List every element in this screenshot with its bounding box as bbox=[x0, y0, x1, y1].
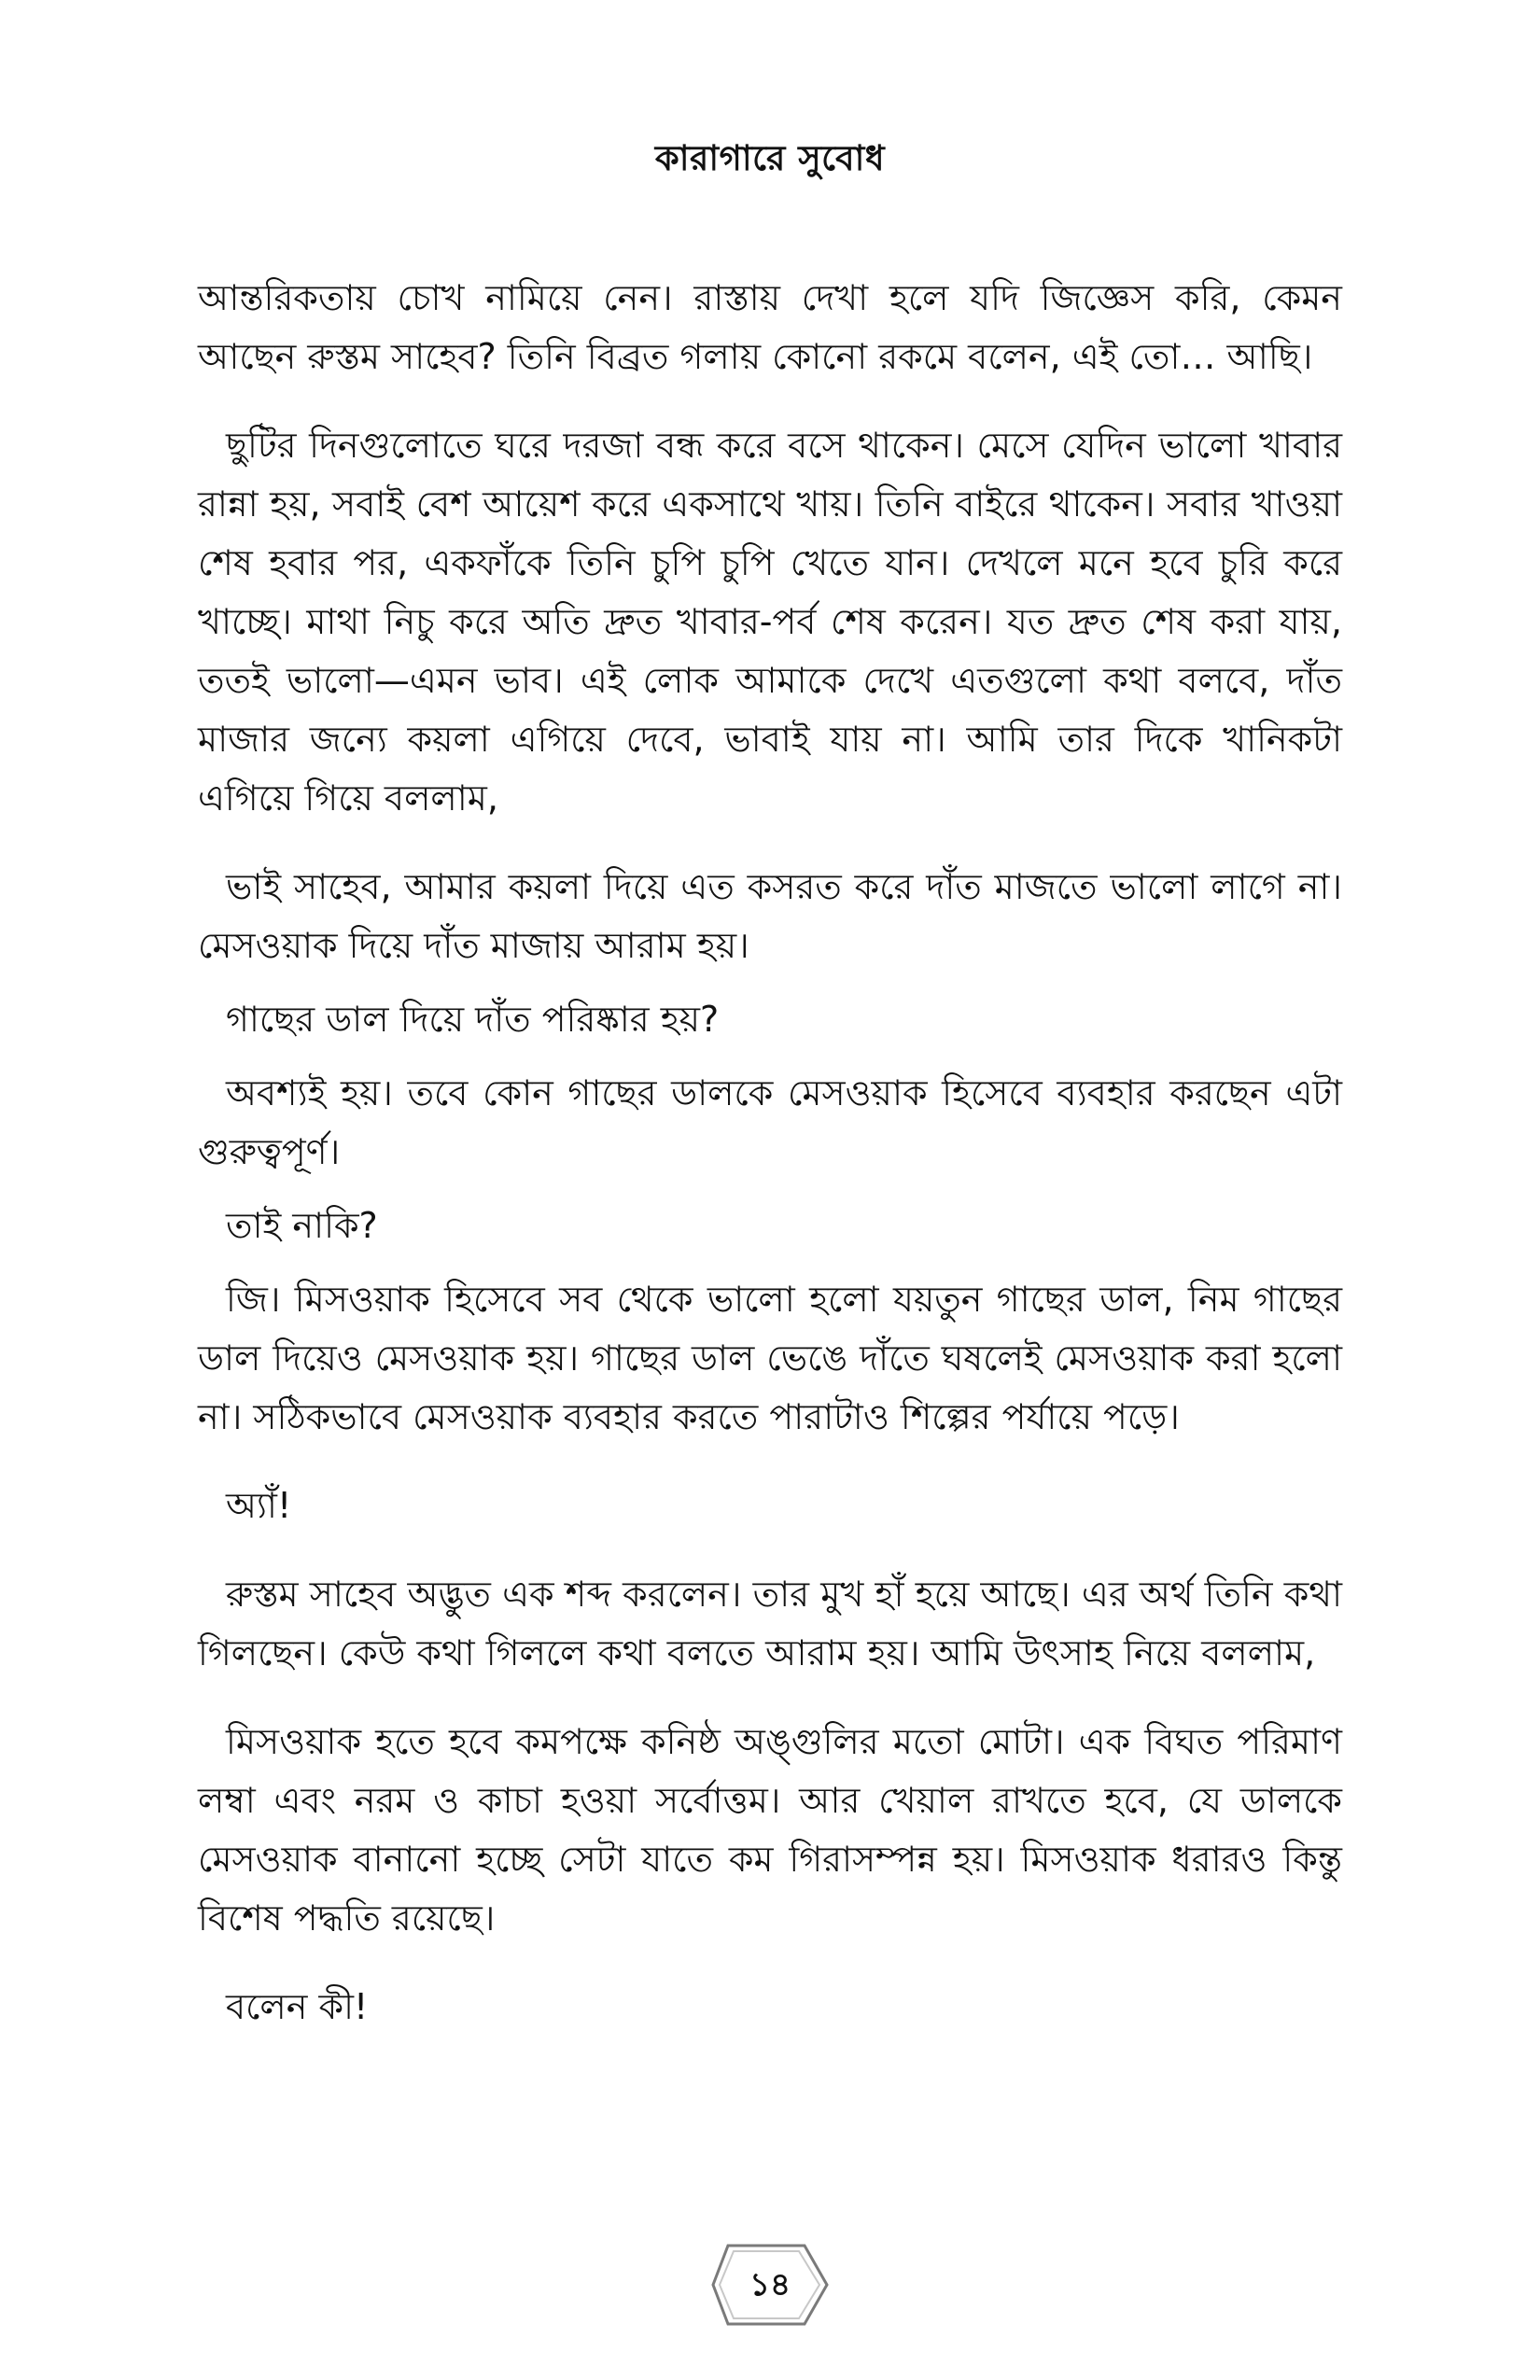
paragraph-9: রুস্তম সাহেব অদ্ভুত এক শব্দ করলেন। তার মুখ হাঁ হয়ে আছে। এর অর্থ তিনি কথা গিলছেন। কেউ কথা গিললে কথা বলতে আরাম হয়। আমি উৎসাহ নিয়ে বললাম, bbox=[198, 1574, 1342, 1673]
paragraph-4: গাছের ডাল দিয়ে দাঁত পরিষ্কার হয়? bbox=[226, 999, 720, 1040]
body-text bbox=[198, 269, 1342, 2037]
page-number: ১৪ bbox=[749, 2266, 791, 2303]
paragraph-3: ভাই সাহেব, আমার কয়লা দিয়ে এত কসরত করে দাঁত মাজতে ভালো লাগে না। মেসওয়াক দিয়ে দাঁত মাজায় আরাম হয়। bbox=[198, 866, 1342, 966]
paragraph-5: অবশ্যই হয়। তবে কোন গাছের ডালকে মেসওয়াক হিসেবে ব্যবহার করছেন এটা গুরুত্বপূর্ণ। bbox=[198, 1072, 1342, 1172]
paragraph-11: বলেন কী! bbox=[226, 1986, 369, 2027]
paragraph-2: ছুটির দিনগুলোতে ঘরে দরজা বন্ধ করে বসে থাকেন। মেসে যেদিন ভালো খাবার রান্না হয়, সবাই বেশ আয়েশ করে একসাথে খায়। তিনি বাইরে থাকেন। সবার খাওয়া শেষ হবার পর, একফাঁকে তিনি চুপি চুপি খেতে যান। দেখলে মনে হবে চুরি করে খাচ্ছে। মাথা নিচু করে অতি দ্রুত খাবার-পর্ব শেষ করেন। যত দ্রুত শেষ করা যায়, ততই ভালো—এমন ভাব। এই লোক আমাকে দেখে এতগুলো কথা বলবে, দাঁত মাজার জন্যে কয়লা এগিয়ে দেবে, ভাবাই যায় না। আমি তার দিকে খানিকটা এগিয়ে গিয়ে বললাম, bbox=[198, 425, 1342, 819]
paragraph-10: মিসওয়াক হতে হবে কমপক্ষে কনিষ্ঠ অঙ্গুলির মতো মোটা। এক বিঘত পরিমাণ লম্বা এবং নরম ও কাচা হওয়া সর্বোত্তম। আর খেয়াল রাখতে হবে, যে ডালকে মেসওয়াক বানানো হচ্ছে সেটা যাতে কম গিরাসম্পন্ন হয়। মিসওয়াক ধরারও কিন্তু বিশেষ পদ্ধতি রয়েছে। bbox=[198, 1721, 1342, 1939]
paragraph-6: তাই নাকি? bbox=[226, 1205, 378, 1246]
paragraph-8: অ্যাঁ! bbox=[226, 1485, 292, 1526]
paragraph-1: আন্তরিকতায় চোখ নামিয়ে নেন। রাস্তায় দেখা হলে যদি জিজ্ঞেস করি, কেমন আছেন রুস্তম সাহেব? তিনি বিব্রত গলায় কোনো রকমে বলেন, এই তো… আছি। bbox=[198, 277, 1342, 377]
paragraph-7: জি। মিসওয়াক হিসেবে সব থেকে ভালো হলো যয়তুন গাছের ডাল, নিম গাছের ডাল দিয়েও মেসওয়াক হয়। গাছের ডাল ভেঙে দাঁতে ঘষলেই মেসওয়াক করা হলো না। সঠিকভাবে মেসওয়াক ব্যবহার করতে পারাটাও শিল্পের পর্যায়ে পড়ে। bbox=[198, 1279, 1342, 1437]
running-header: কারাগারে সুবোধ bbox=[654, 138, 886, 178]
page-number-badge bbox=[707, 2240, 833, 2330]
